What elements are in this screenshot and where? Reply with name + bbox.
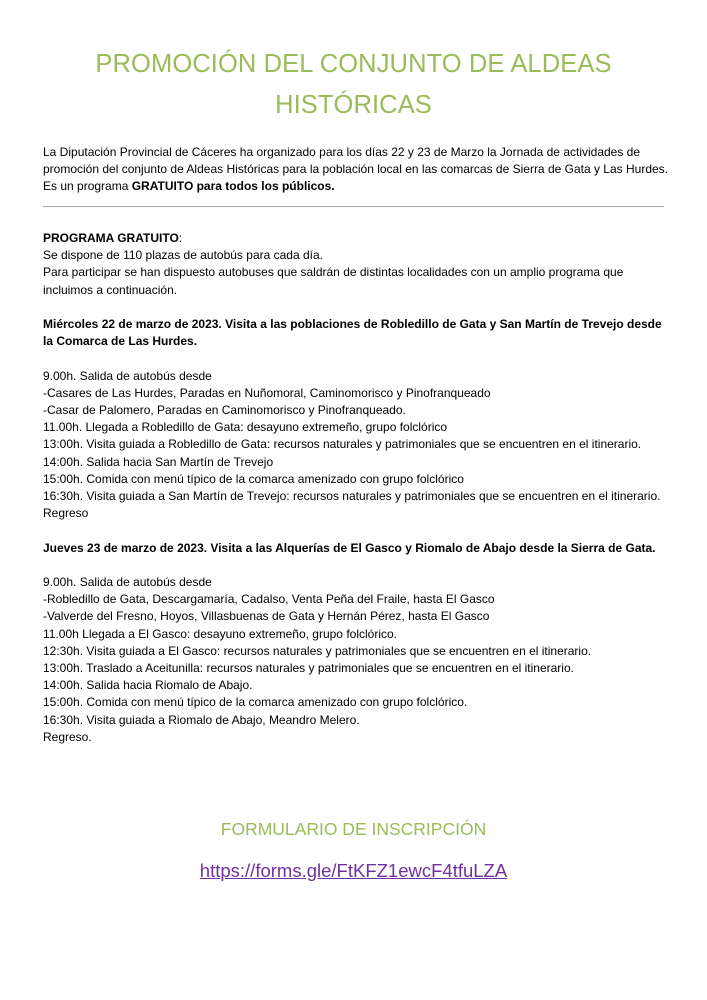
day2-heading: [43, 540, 668, 557]
list-item: 9.00h. Salida de autobús desde: [43, 368, 212, 383]
list-item: 15:00h. Comida con menú típico de la comarca amenizado con grupo folclórico.: [43, 695, 468, 710]
list-item: 11.00h. Llegada a Robledillo de Gata: desayuno extremeño, grupo folclórico: [43, 420, 448, 435]
list-item: 16:30h. Visita guiada a Riomalo de Abajo, Meandro Melero.: [43, 712, 360, 727]
list-item: 12:30h. Visita guiada a El Gasco: recursos naturales y patrimoniales que se encuentren en el itinerario.: [43, 643, 592, 658]
day1-heading-text: Miércoles 22 de marzo de 2023. Visita a las poblaciones de Robledillo de Gata y San Martín de Trevejo desde la Comarca de Las Hurdes.: [43, 317, 662, 349]
intro-paragraph: [43, 144, 668, 196]
list-item: -Casar de Palomero, Paradas en Caminomorisco y Pinofranqueado.: [43, 403, 406, 417]
program-plazas: Se dispone de 110 plazas de autobús para cada día.: [43, 248, 323, 263]
day2-list: [43, 574, 668, 746]
day1-list: [43, 368, 668, 523]
intro-text: La Diputación Provincial de Cáceres ha organizado para los días 22 y 23 de Marzo la Jornada de actividades de promoción del conjunto de Aldeas Históricas para la población local en las comarcas de Sierra de Gata y Las Hurdes. Es un programa: [43, 145, 669, 194]
list-item: 13:00h. Visita guiada a Robledillo de Gata: recursos naturales y patrimoniales que se encuentren en el itinerario.: [43, 437, 642, 452]
form-link-container: [0, 859, 707, 883]
program-body: [43, 230, 668, 746]
program-heading-suffix: :: [178, 231, 183, 245]
program-participar: Para participar se han dispuesto autobuses que saldrán de distintas localidades con un amplio programa que incluimos a continuación.: [43, 265, 624, 297]
intro-bold-text: GRATUITO para todos los públicos.: [131, 179, 335, 194]
program-heading-label: PROGRAMA GRATUITO: [43, 231, 179, 245]
list-item: 15:00h. Comida con menú típico de la comarca amenizado con grupo folclórico: [43, 471, 464, 486]
page-title-line-1: PROMOCIÓN DEL CONJUNTO DE ALDEAS: [95, 50, 612, 78]
day2-heading-text: Jueves 23 de marzo de 2023. Visita a las Alquerías de El Gasco y Riomalo de Abajo desde la Sierra de Gata.: [43, 540, 656, 555]
registration-form-link[interactable]: https://forms.gle/FtKFZ1ewcF4tfuLZA: [199, 860, 508, 881]
horizontal-divider: [43, 206, 664, 207]
page-title-line-2: HISTÓRICAS: [275, 91, 432, 119]
list-item: Regreso: [43, 506, 89, 521]
list-item: 16:30h. Visita guiada a San Martín de Trevejo: recursos naturales y patrimoniales que se encuentren en el itinerario.: [43, 489, 661, 504]
list-item: -Robledillo de Gata, Descargamaría, Cadalso, Venta Peña del Fraile, hasta El Gasco: [43, 592, 495, 607]
program-heading: [43, 230, 668, 247]
list-item: 11.00h Llegada a El Gasco: desayuno extremeño, grupo folclórico.: [43, 626, 397, 641]
list-item: 9.00h. Salida de autobús desde: [43, 575, 212, 589]
form-heading: FORMULARIO DE INSCRIPCIÓN: [220, 819, 487, 839]
list-item: 13:00h. Traslado a Aceitunilla: recursos naturales y patrimoniales que se encuentren en el itinerario.: [43, 661, 574, 676]
page-title: [60, 44, 647, 126]
list-item: 14:00h. Salida hacia Riomalo de Abajo.: [43, 678, 253, 693]
day1-heading: [43, 316, 668, 350]
list-item: -Valverde del Fresno, Hoyos, Villasbuenas de Gata y Hernán Pérez, hasta El Gasco: [43, 609, 490, 624]
list-item: Regreso.: [43, 729, 92, 744]
list-item: 14:00h. Salida hacia San Martín de Trevejo: [43, 454, 274, 469]
list-item: -Casares de Las Hurdes, Paradas en Nuñomoral, Caminomorisco y Pinofranqueado: [43, 385, 491, 400]
